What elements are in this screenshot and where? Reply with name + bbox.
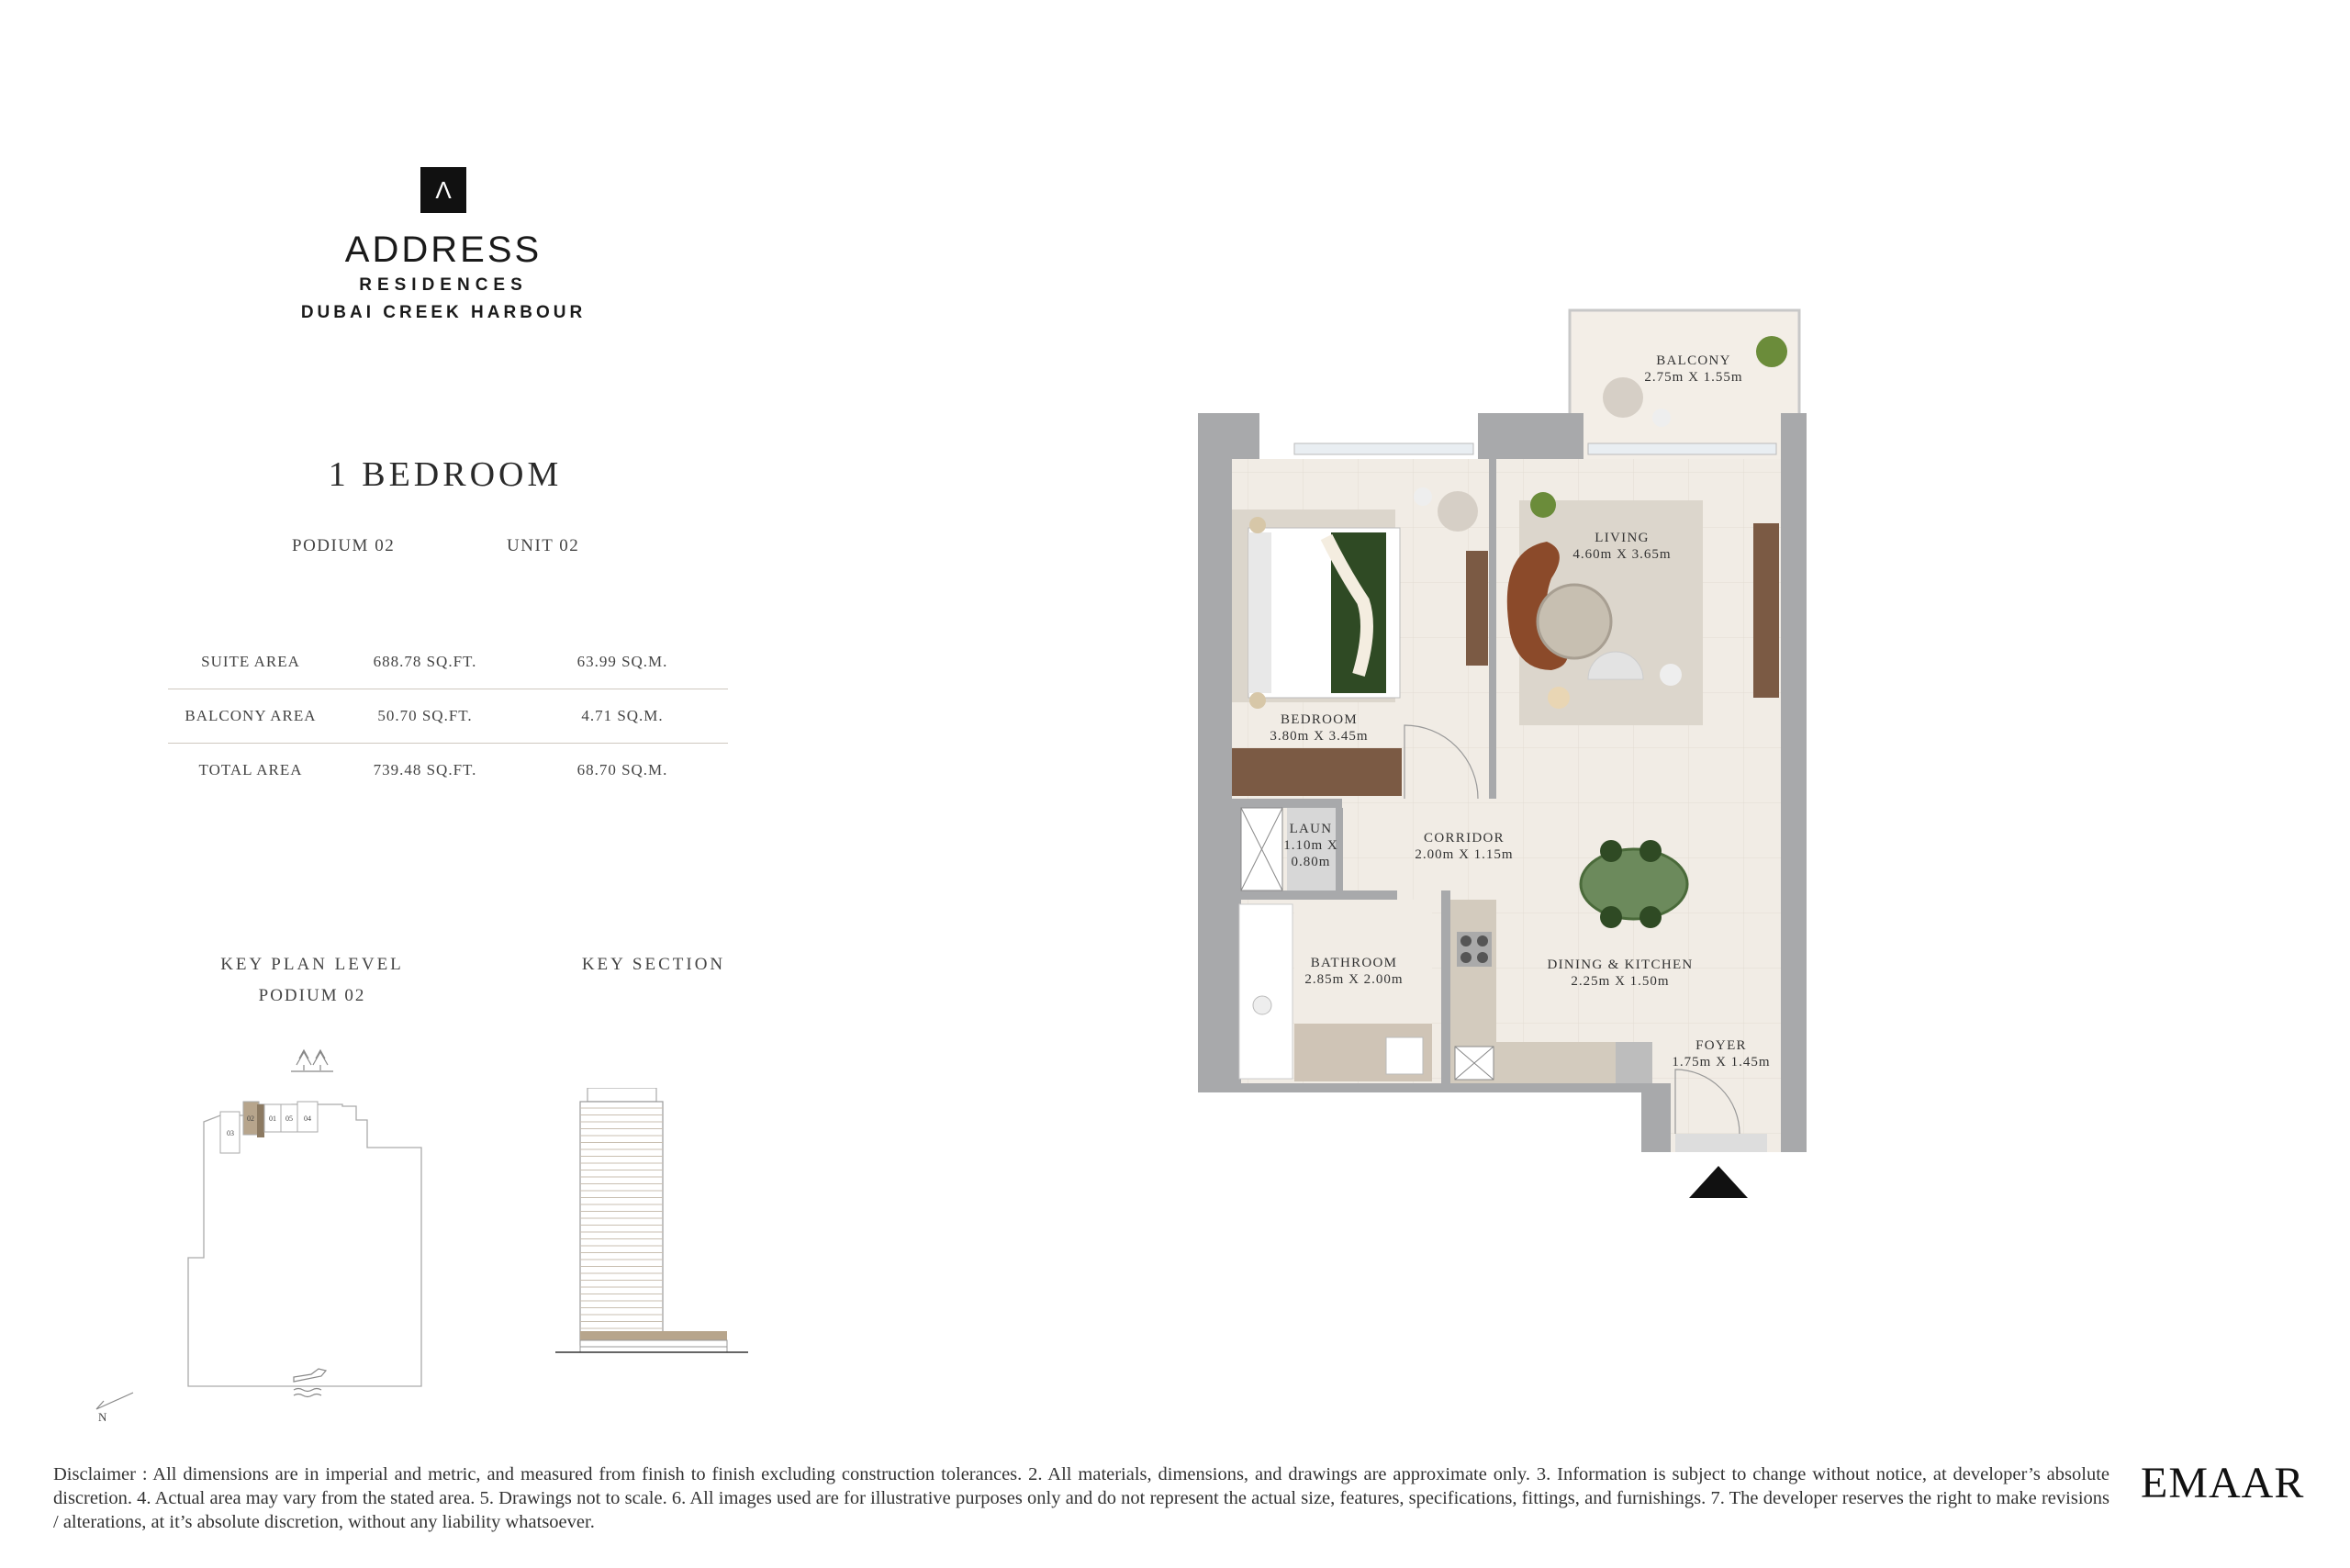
- key-section-title: KEY SECTION: [581, 955, 726, 974]
- unit-key-label: 05: [285, 1114, 293, 1123]
- room-name-laundry: LAUN: [1289, 822, 1333, 836]
- room-dims-dining-kitchen: 2.25m X 1.50m: [1571, 974, 1670, 989]
- floor-plan: [1193, 308, 1818, 1203]
- room-name-bathroom: BATHROOM: [1310, 956, 1398, 970]
- room-dims-corridor: 2.00m X 1.15m: [1415, 847, 1514, 862]
- north-arrow-icon: [96, 1393, 133, 1409]
- area-label: BALCONY AREA: [168, 689, 333, 744]
- room-name-dining-kitchen: DINING & KITCHEN: [1547, 958, 1694, 972]
- coffee-table: [1538, 585, 1611, 658]
- unit-keys: [220, 1102, 318, 1153]
- address-logo-mark: [420, 167, 466, 213]
- key-plan-diagram: [87, 1024, 473, 1432]
- area-sqm: 4.71 SQ.M.: [517, 689, 728, 744]
- area-sqft: 688.78 SQ.FT.: [333, 635, 517, 689]
- room-dims-laundry: 1.10m X: [1283, 838, 1338, 853]
- table-row: [168, 689, 728, 744]
- table-row: [168, 744, 728, 798]
- boat-icon: [294, 1369, 326, 1397]
- room-dims-living: 4.60m X 3.65m: [1572, 547, 1672, 562]
- room-dims-foyer: 1.75m X 1.45m: [1672, 1055, 1771, 1070]
- brand-location: DUBAI CREEK HARBOUR: [300, 303, 587, 322]
- logo-glyph: Λ: [435, 175, 452, 204]
- key-section-diagram: [551, 1088, 753, 1363]
- room-dims-laundry-2: 0.80m: [1291, 855, 1331, 869]
- brand-subtitle: RESIDENCES: [359, 275, 528, 295]
- area-sqft: 739.48 SQ.FT.: [373, 761, 477, 778]
- room-dims-bathroom: 2.85m X 2.00m: [1304, 972, 1404, 987]
- room-dims-balcony: 2.75m X 1.55m: [1644, 370, 1743, 385]
- area-sqft: 50.70 SQ.FT.: [333, 689, 517, 744]
- room-name-living: LIVING: [1595, 531, 1650, 545]
- wardrobe: [1232, 748, 1402, 796]
- north-label: N: [98, 1410, 107, 1424]
- highlighted-podium-level: [580, 1331, 727, 1340]
- key-plan-title: KEY PLAN LEVEL: [220, 955, 404, 974]
- dining-table: [1581, 849, 1687, 919]
- unit-key-label: 03: [227, 1129, 234, 1137]
- area-table: [168, 635, 728, 797]
- balcony-area: [1570, 310, 1799, 462]
- room-dims-bedroom: 3.80m X 3.45m: [1270, 729, 1369, 744]
- room-name-balcony: BALCONY: [1656, 353, 1731, 368]
- area-sqm: 63.99 SQ.M.: [517, 635, 728, 689]
- area-sqm: 68.70 SQ.M.: [576, 761, 668, 778]
- room-name-bedroom: BEDROOM: [1280, 712, 1359, 727]
- area-label: SUITE AREA: [168, 635, 333, 689]
- table-row: [168, 635, 728, 689]
- plant-icon: [1756, 336, 1787, 367]
- room-name-corridor: CORRIDOR: [1424, 831, 1505, 846]
- unit-key-label: 04: [304, 1114, 311, 1123]
- key-plan-level: PODIUM 02: [258, 986, 366, 1005]
- entrance-arrow-icon: [1689, 1166, 1748, 1198]
- area-label: TOTAL AREA: [198, 761, 303, 778]
- room-name-foyer: FOYER: [1695, 1038, 1747, 1053]
- unit-number: UNIT 02: [507, 536, 580, 555]
- podium-label: PODIUM 02: [292, 536, 396, 555]
- balcony-chair: [1603, 377, 1643, 418]
- plant-icon: [1530, 492, 1556, 518]
- unit-key-label: 02: [247, 1114, 254, 1123]
- tree-icon: [291, 1050, 333, 1071]
- unit-type-title: 1 BEDROOM: [328, 455, 563, 494]
- disclaimer-text: Disclaimer : All dimensions are in imperial and metric, and measured from finish to finish excluding construction tolerances. 2. All materials, dimensions, and drawings are approximate only. 3. Information is subject to change without notice, at developer’s absolute discretion. 4. Actual area may vary from the stated area. 5. Drawings not to scale. 6. All images used are for illustrative purposes only and do not represent the actual size, features, specifications, fittings, and furnishings. 7. The developer reserves the right to make revisions / alterations, at it’s absolute discretion, without any liability whatsoever.: [53, 1464, 2109, 1532]
- developer-logo: EMAAR: [2141, 1459, 2305, 1507]
- brand-name: ADDRESS: [344, 230, 543, 270]
- unit-key-label: 01: [269, 1114, 276, 1123]
